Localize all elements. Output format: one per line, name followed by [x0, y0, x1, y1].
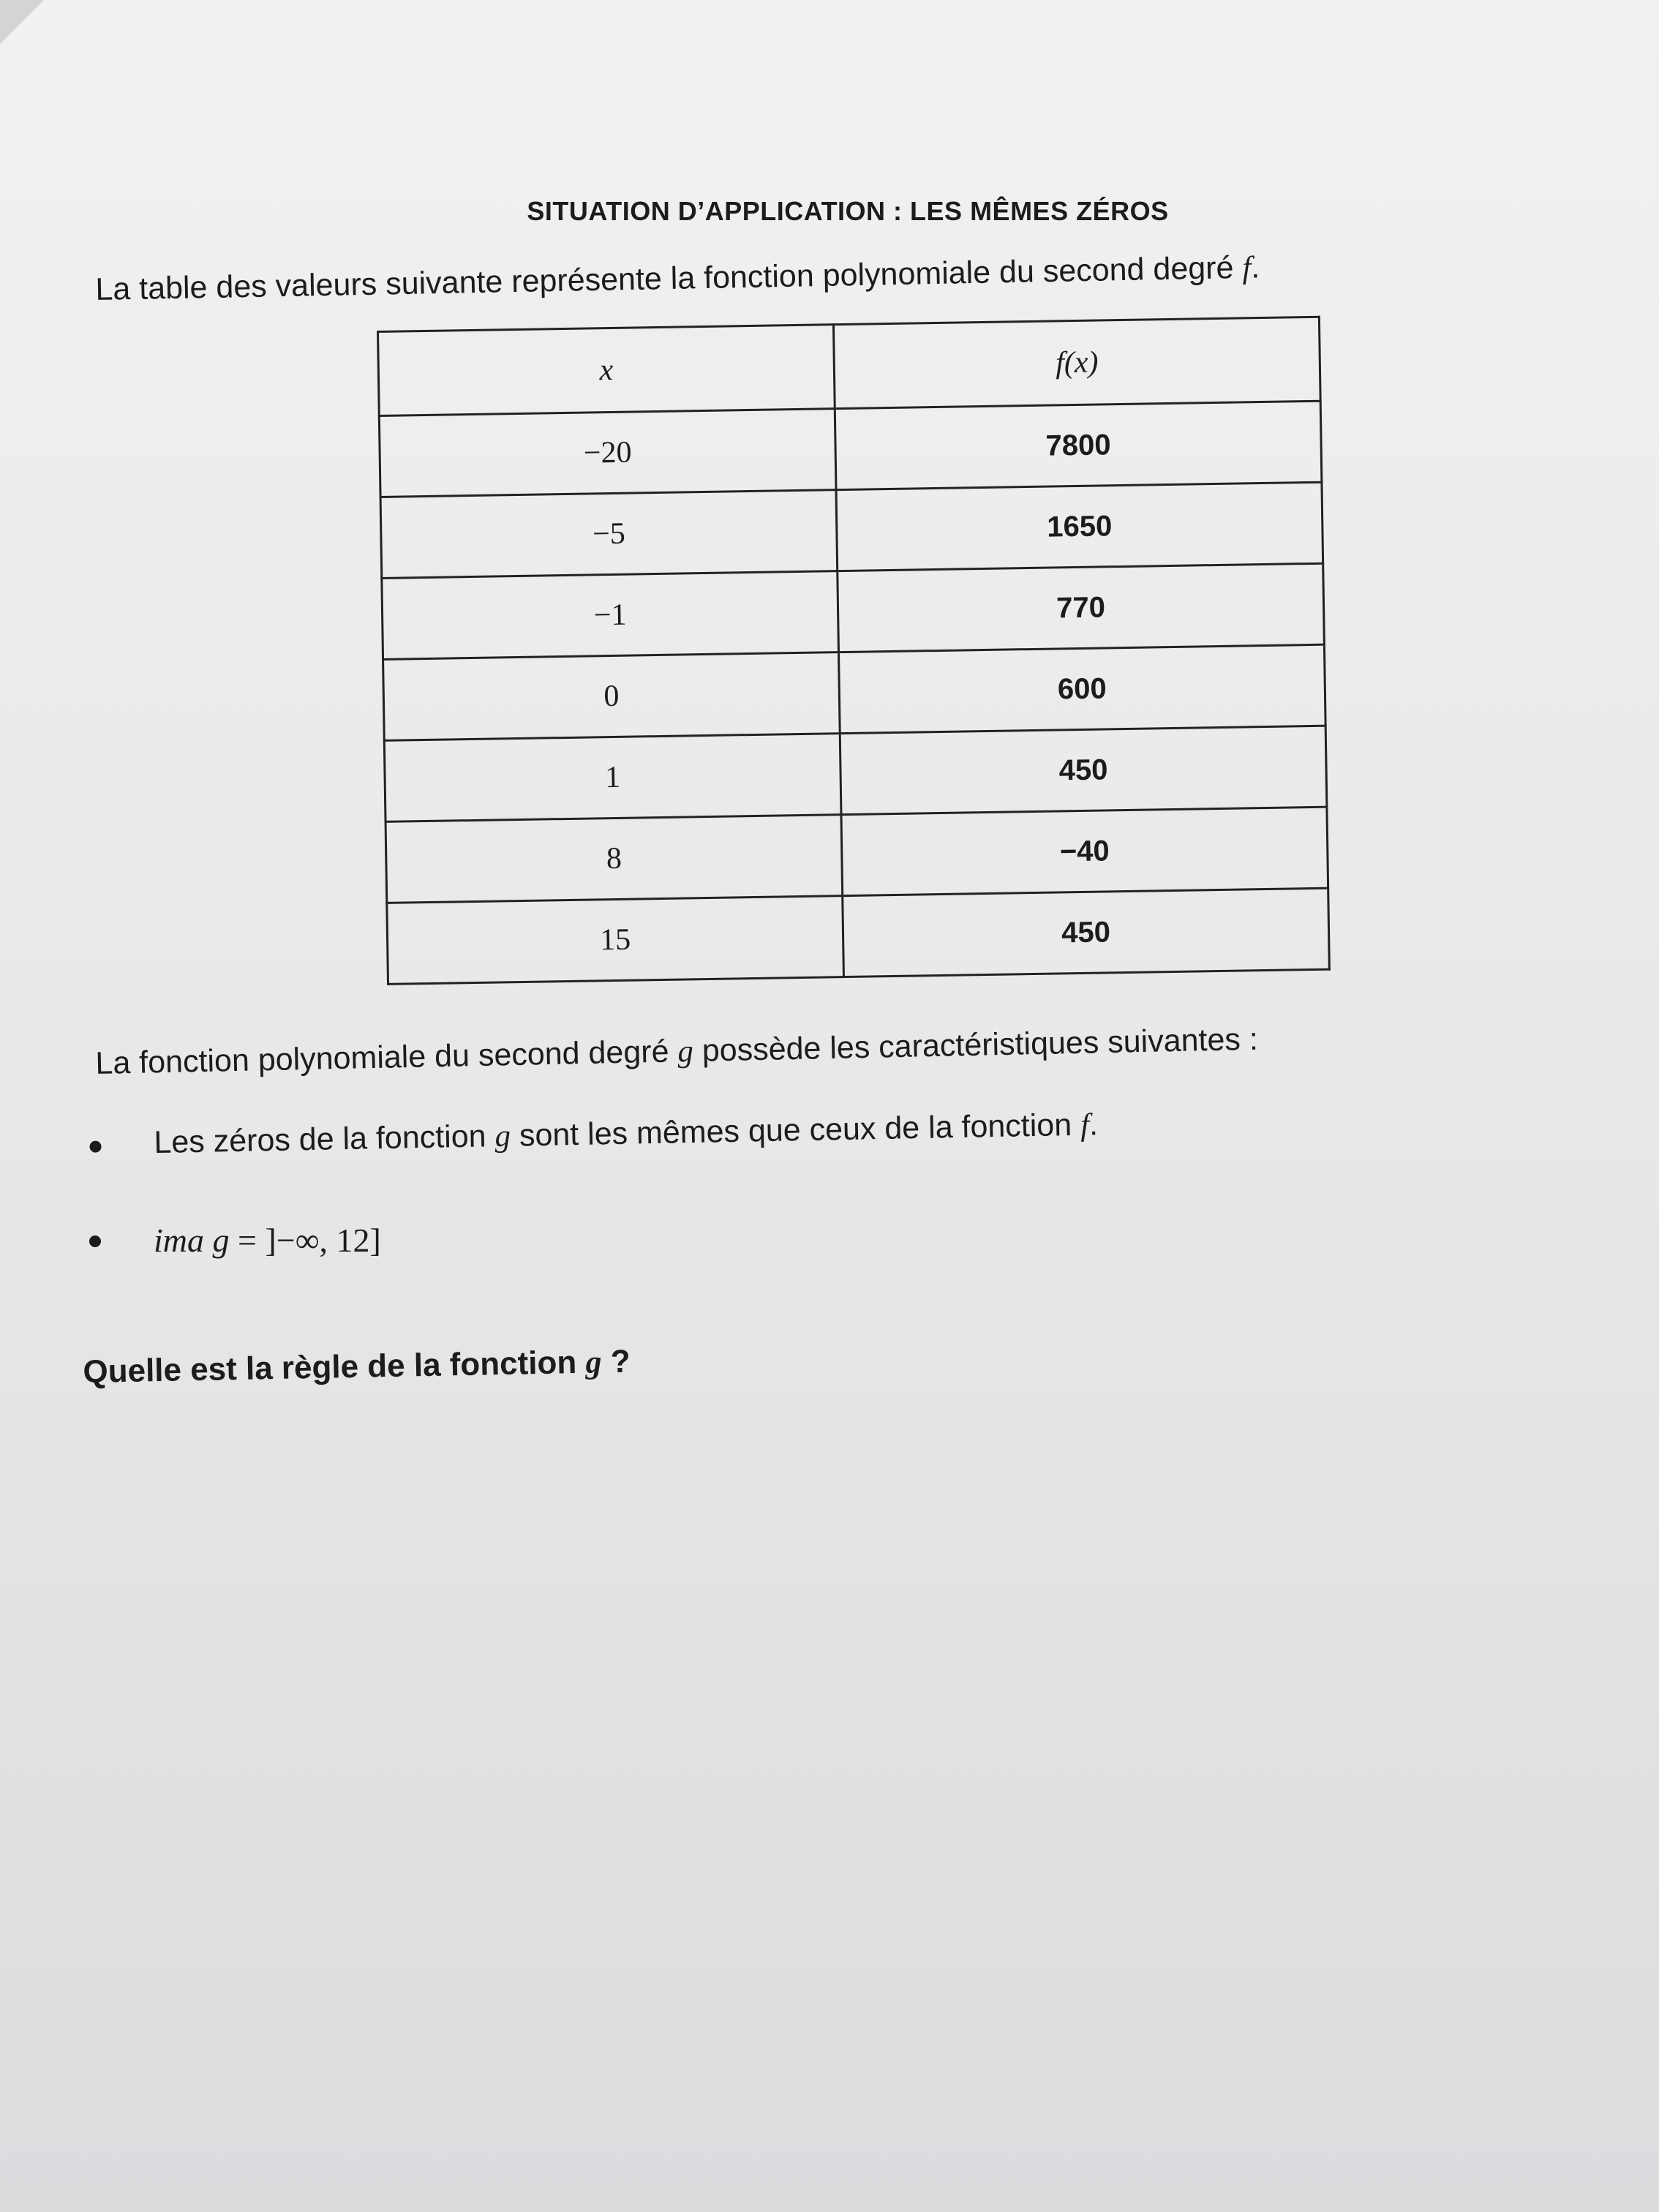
cell-x: 8 — [385, 815, 843, 903]
bullet-icon — [89, 1235, 101, 1247]
cell-fx: 7800 — [835, 401, 1322, 489]
bullet-icon — [89, 1140, 101, 1152]
table-row — [385, 807, 1328, 903]
cell-x: −20 — [379, 409, 836, 497]
bullet-text-middle: sont les mêmes que ceux de la fonction — [519, 1107, 1072, 1154]
table-row — [380, 482, 1323, 578]
table-row — [384, 726, 1327, 821]
bullet-function-g: g — [494, 1118, 511, 1154]
bullet-function-f: f — [1080, 1107, 1090, 1143]
values-table — [377, 316, 1331, 985]
description-function-g: g — [677, 1034, 694, 1069]
intro-period: . — [1250, 249, 1260, 285]
description-before: La fonction polynomiale du second degré — [95, 1034, 669, 1081]
intro-paragraph — [95, 249, 1260, 308]
cell-fx: −40 — [841, 807, 1328, 895]
question-mark: ? — [610, 1343, 631, 1380]
table-header-row — [378, 317, 1321, 415]
table-row — [382, 563, 1325, 659]
description-after: possède les caractéristiques suivantes : — [701, 1021, 1259, 1069]
cell-fx: 450 — [843, 888, 1330, 977]
cell-fx: 1650 — [836, 482, 1323, 571]
header-fx: f(x) — [833, 317, 1320, 408]
cell-x: −5 — [380, 490, 838, 579]
bullet-period: . — [1088, 1107, 1099, 1143]
list-item — [80, 1107, 1098, 1162]
cell-x: −1 — [382, 571, 839, 660]
question — [83, 1343, 631, 1391]
header-x: x — [378, 325, 835, 416]
table-row — [387, 888, 1330, 984]
list-item — [80, 1221, 1098, 1260]
intro-function-f: f — [1241, 250, 1252, 285]
table-row — [383, 644, 1326, 740]
description-paragraph — [95, 1022, 1258, 1082]
cell-x: 15 — [387, 896, 844, 985]
cell-x: 0 — [383, 652, 840, 741]
table-row — [379, 401, 1322, 497]
cell-fx: 770 — [838, 563, 1325, 652]
image-interval: = ]−∞, 12] — [229, 1222, 381, 1259]
page-corner — [0, 0, 44, 44]
page-title: SITUATION D’APPLICATION : LES MÊMES ZÉROS — [527, 196, 1169, 226]
characteristics-list — [80, 1107, 1099, 1260]
cell-fx: 450 — [840, 726, 1327, 814]
cell-x: 1 — [384, 734, 841, 822]
image-label: ima g — [154, 1222, 230, 1259]
intro-text: La table des valeurs suivante représente la fonction polynomiale du second degré — [95, 250, 1234, 307]
question-function-g: g — [584, 1344, 602, 1380]
cell-fx: 600 — [838, 644, 1325, 733]
bullet-text-before: Les zéros de la fonction — [153, 1118, 486, 1161]
question-text: Quelle est la règle de la fonction — [83, 1344, 577, 1390]
